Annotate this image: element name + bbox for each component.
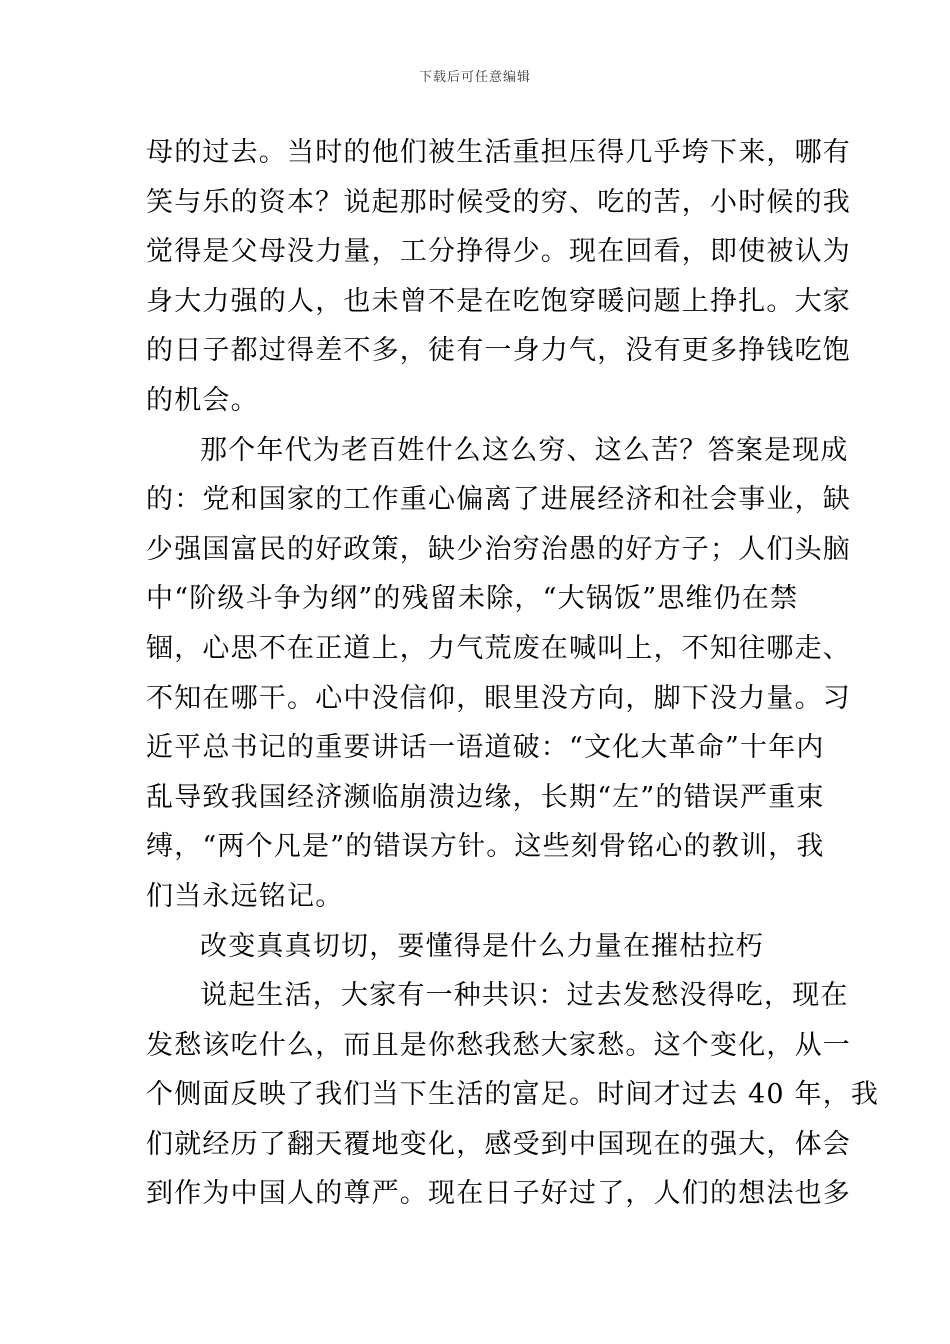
text-line: 的机会。 bbox=[146, 384, 259, 416]
text-line: 笑与乐的资本？说起那时候受的穷、吃的苦，小时候的我 bbox=[146, 186, 851, 218]
text-line: 身大力强的人，也未曾不是在吃饱穿暖问题上挣扎。大家 bbox=[146, 285, 851, 317]
body-text bbox=[146, 128, 880, 1219]
text-line: 不知在哪干。心中没信仰，眼里没方向，脚下没力量。习 bbox=[146, 682, 851, 714]
text-line: 缚，“两个凡是”的错误方针。这些刻骨铭心的教训，我 bbox=[146, 831, 825, 863]
paragraph-start-line: 那个年代为老百姓什么这么穷、这么苦？答案是现成 bbox=[200, 434, 849, 466]
section-heading: 改变真真切切，要懂得是什么力量在摧枯拉朽 bbox=[200, 930, 764, 962]
text-line: 乱导致我国经济濒临崩溃边缘，长期“左”的错误严重束 bbox=[146, 781, 825, 813]
text-line: 母的过去。当时的他们被生活重担压得几乎垮下来，哪有 bbox=[146, 137, 851, 168]
paragraph-start-line: 说起生活，大家有一种共识：过去发愁没得吃，现在 bbox=[200, 980, 849, 1012]
text-line: 锢，心思不在正道上，力气荒废在喊叫上，不知往哪走、 bbox=[146, 632, 851, 664]
text-line: 近平总书记的重要讲话一语道破：“文化大革命”十年内 bbox=[146, 732, 825, 764]
text-line: 的日子都过得差不多，徒有一身力气，没有更多挣钱吃饱 bbox=[146, 335, 851, 367]
page-header: 下载后可任意编辑 bbox=[418, 70, 531, 85]
text-line: 们当永远铭记。 bbox=[146, 880, 344, 912]
text-line: 中“阶级斗争为纲”的残留未除，“大锅饭”思维仍在禁 bbox=[146, 583, 799, 615]
text-line: 少强国富民的好政策，缺少治穷治愚的好方子；人们头脑 bbox=[146, 533, 851, 565]
text-line: 们就经历了翻天覆地变化，感受到中国现在的强大，体会 bbox=[146, 1128, 851, 1160]
text-line: 的：党和国家的工作重心偏离了进展经济和社会事业，缺 bbox=[146, 484, 851, 516]
text-line: 觉得是父母没力量，工分挣得少。现在回看，即使被认为 bbox=[146, 236, 851, 268]
text-line: 个侧面反映了我们当下生活的富足。时间才过去 40 年，我 bbox=[146, 1079, 880, 1111]
text-line: 到作为中国人的尊严。现在日子好过了，人们的想法也多 bbox=[146, 1178, 851, 1210]
text-line: 发愁该吃什么，而且是你愁我愁大家愁。这个变化，从一 bbox=[146, 1029, 851, 1061]
